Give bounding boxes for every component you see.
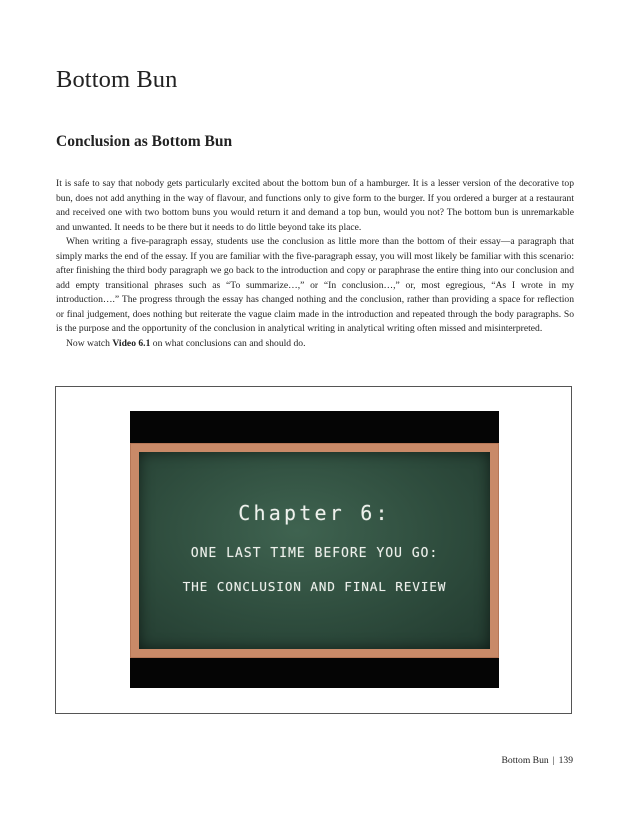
paragraph-3-tail: on what conclusions can and should do. bbox=[150, 338, 306, 350]
chalkboard-wood-frame bbox=[130, 443, 499, 658]
page-footer bbox=[0, 755, 573, 766]
video-reference-link[interactable]: Video 6.1 bbox=[112, 338, 151, 350]
paragraph-2: When writing a five-paragraph essay, students use the conclusion as little more than the bottom of their essay—a paragraph that simply marks the end of the essay. If you are familiar with the five-paragraph essay, you will most likely be familiar with this scenario: after finishing the third body paragraph we go back to the introduction and copy or paraphrase the entire thing into our conclusion and add empty transitional phrases such as “To summarize…,” or “In conclusion…,” or, most egregious, “As I wrote in my introduction….” The progress through the essay has changed nothing and the conclusion, rather than providing a space for reflection or final judgement, does nothing but reiterate the vague claim made in the introduction and repeated through the body paragraphs. So is the purpose and the opportunity of the conclusion in analytical writing in analytical writing often missed and misinterpreted. bbox=[56, 236, 575, 335]
chalkboard bbox=[139, 452, 490, 649]
footer-page-number: 139 bbox=[558, 755, 573, 766]
chalk-subtitle-line-1: ONE LAST TIME BEFORE YOU GO: bbox=[190, 546, 439, 561]
page-title: Bottom Bun bbox=[56, 66, 178, 93]
paragraph-3-lead: Now watch bbox=[66, 338, 113, 350]
paragraph-3 bbox=[56, 337, 574, 352]
section-heading: Conclusion as Bottom Bun bbox=[56, 133, 233, 150]
video-embed-frame bbox=[55, 386, 572, 714]
video-player[interactable] bbox=[130, 411, 499, 688]
body-text bbox=[56, 177, 574, 352]
paragraph-1: It is safe to say that nobody gets particularly excited about the bottom bun of a hamburger. It is a lesser version of the decorative top bun, does not add anything in the way of flavour, and functions only to give form to the burger. If you ordered a burger at a restaurant and received one with two bottom buns you would return it and demand a top bun, would you not? The bottom bun is unremarkable and unwanted. It needs to be there but it needs to do little beyond take its place. bbox=[56, 178, 574, 233]
footer-separator: | bbox=[552, 755, 555, 766]
footer-running-title: Bottom Bun bbox=[501, 755, 549, 766]
chalk-chapter-title: Chapter 6: bbox=[238, 501, 391, 525]
chalk-subtitle-line-2: THE CONCLUSION AND FINAL REVIEW bbox=[182, 580, 447, 595]
